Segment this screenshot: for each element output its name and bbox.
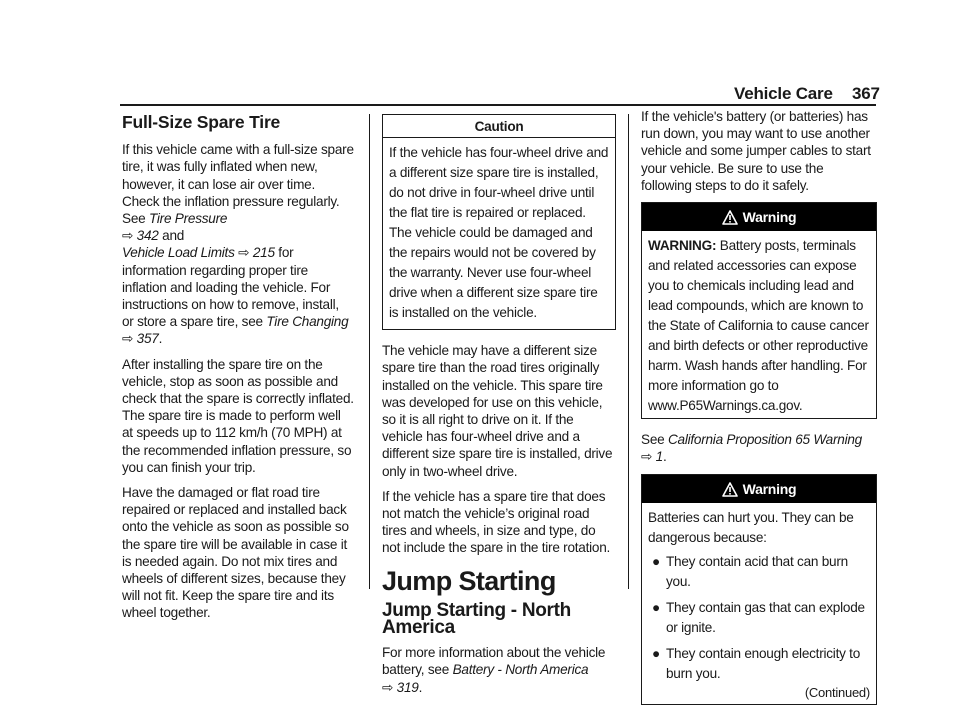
paragraph-text: If this vehicle came with a full-size spare tire, it was fully inflated when new, however, it can lose air over time. Check the inflation pressure regularly. See (122, 142, 354, 227)
warning-title-bar (642, 203, 876, 231)
paragraph-text: . (418, 679, 423, 695)
warning-list (648, 552, 870, 684)
link-page: 342 (136, 228, 159, 244)
warning-body (642, 503, 876, 704)
ref-arrow-icon: ⇨ (238, 245, 250, 261)
warning-label: WARNING: (648, 238, 717, 254)
bullet-icon: ● (652, 599, 660, 615)
ref-arrow-icon: ⇨ (382, 679, 394, 695)
continued-label: (Continued) (804, 684, 870, 700)
damaged-tire-paragraph: Have the damaged or flat road tire repaired or replaced and installed back onto the vehicle as soon as possible so the spare tire will be available in case it is needed again. Do not mix tires and wheels of different sizes, because they will not fit. Keep the spare tire and its wheel together. (122, 485, 349, 621)
page-number: 367 (852, 84, 880, 103)
vehicle-load-limits-link[interactable] (122, 245, 275, 260)
column-1 (122, 114, 354, 630)
caution-text: If the vehicle has four-wheel drive and a different size spare tire is installed, do not drive in four-wheel drive until the flat tire is repaired or replaced. The vehicle could be damaged and the repairs would not be covered by the warranty. Never use four-wheel drive when a different size spare tire is installed on the vehicle. (389, 145, 609, 321)
list-item-text: They contain enough electricity to burn you. (666, 645, 861, 681)
ref-arrow-icon: ⇨ (122, 331, 134, 347)
link-page: 319 (396, 679, 419, 695)
warning-triangle-icon (722, 482, 738, 497)
list-item-text: They contain gas that can explode or ignite. (666, 599, 865, 635)
ref-arrow-icon: ⇨ (122, 228, 134, 244)
paragraph-text: for information regarding proper tire inflation and loading the vehicle. For instructions on how to remove, install, or store a spare tire, see (122, 245, 339, 330)
list-item (648, 598, 870, 638)
column-3 (641, 108, 877, 717)
battery-run-down-paragraph: If the vehicle's battery (or batteries) has run down, you may want to use another vehicle and some jumper cables to start your vehicle. Be sure to use the following steps to do it safely. (641, 109, 871, 193)
full-size-spare-tire-heading: Full-Size Spare Tire (122, 112, 281, 132)
warning-title: Warning (742, 480, 797, 497)
paragraph-text: . (158, 331, 163, 347)
warning-body (642, 231, 876, 418)
paragraph-text: and (162, 228, 185, 244)
link-page: 357 (136, 331, 159, 347)
link-title: Tire Pressure (148, 211, 228, 227)
link-title: Tire Changing (266, 314, 349, 330)
warning-triangle-icon (722, 210, 738, 225)
list-item-text: They contain acid that can burn you. (666, 553, 848, 589)
bullet-icon: ● (652, 553, 660, 569)
caution-title: Caution (383, 115, 615, 138)
different-size-spare-paragraph: The vehicle may have a different size spare tire than the road tires originally installed on the vehicle. This spare tire was developed for use on this vehicle, so it is all right to drive on it. If the vehicle has four-wheel drive and a different size spare tire is installed, drive only in two-wheel drive. (382, 343, 613, 479)
link-title: Vehicle Load Limits (122, 245, 235, 261)
ref-arrow-icon: ⇨ (641, 449, 653, 465)
link-page: 1 (655, 449, 663, 465)
warning-box-prop65 (641, 202, 877, 419)
battery-info-paragraph (382, 644, 616, 696)
caution-box (382, 114, 616, 330)
column-divider (369, 114, 370, 589)
warning-title-bar (642, 475, 876, 503)
jump-starting-north-america-heading: Jump Starting - North America (382, 599, 571, 639)
spare-tire-intro-paragraph (122, 141, 354, 347)
warning-box-batteries (641, 474, 877, 705)
link-title: Battery - North America (452, 662, 589, 678)
bullet-icon: ● (652, 645, 660, 661)
warning-intro: Batteries can hurt you. They can be dangerous because: (648, 509, 854, 545)
column-divider (628, 114, 629, 589)
link-title: California Proposition 65 Warning (667, 432, 862, 448)
warning-text: Battery posts, terminals and related accessories can expose you to chemicals including lead and lead compounds, which are known to the State of California to cause cancer and birth defects or other reproductive harm. Wash hands after handling. For more information go to www.P65Warnings.ca.gov. (648, 238, 869, 414)
california-prop65-link[interactable] (641, 432, 862, 464)
paragraph-text: . (662, 449, 667, 465)
column-2 (382, 114, 616, 704)
paragraph-text: See (641, 432, 665, 448)
after-installing-paragraph: After installing the spare tire on the vehicle, stop as soon as possible and check that the spare is correctly inflated. The spare tire is made to perform well at speeds up to 112 km/h (70 MPH) at the recommended inflation pressure, so you can finish your trip. (122, 356, 354, 475)
paragraph-text: For more information about the vehicle battery, see (382, 645, 606, 678)
warning-title: Warning (742, 209, 797, 226)
tire-rotation-paragraph: If the vehicle has a spare tire that does not match the vehicle’s original road tires and wheels, in size and type, do not include the spare in the tire rotation. (382, 488, 611, 556)
jump-starting-heading: Jump Starting (382, 565, 556, 596)
list-item (648, 552, 870, 592)
header-rule (120, 104, 876, 106)
see-prop65-paragraph (641, 431, 877, 465)
header-section-title: Vehicle Care (734, 84, 833, 103)
link-page: 215 (252, 245, 275, 261)
